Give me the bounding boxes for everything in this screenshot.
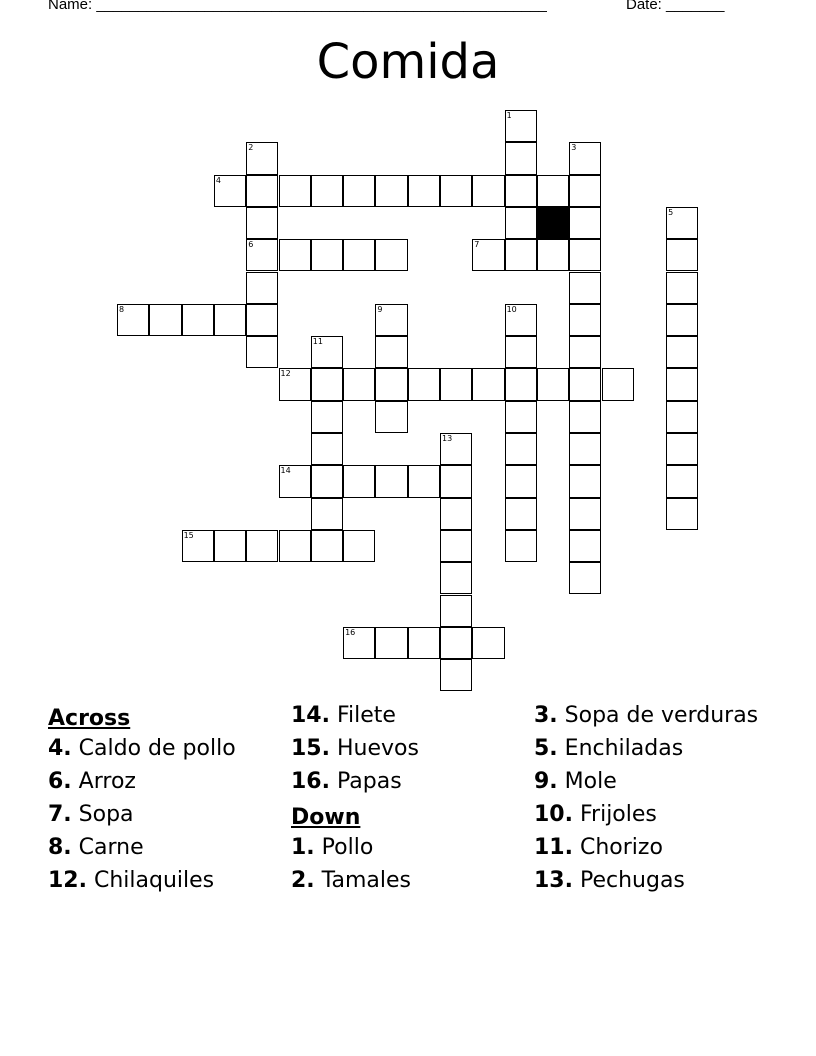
grid-cell[interactable]: [408, 368, 440, 400]
grid-cell[interactable]: [666, 368, 698, 400]
clue-number: 1: [506, 111, 512, 120]
grid-cell[interactable]: [569, 304, 601, 336]
clue-across-15: 15. Huevos: [291, 736, 419, 761]
clue-number: 3: [571, 143, 577, 153]
grid-cell[interactable]: [343, 239, 375, 271]
clue-number: 15: [183, 530, 194, 540]
grid-cell[interactable]: [569, 175, 601, 207]
clue-number: 13: [442, 434, 453, 443]
grid-cell[interactable]: [666, 336, 698, 368]
grid-cell[interactable]: [505, 304, 537, 336]
grid-cell[interactable]: [311, 433, 343, 465]
grid-cell[interactable]: [343, 627, 375, 659]
grid-cell[interactable]: [246, 207, 278, 239]
grid-cell[interactable]: [214, 530, 246, 562]
clue-number: 14: [280, 466, 291, 476]
grid-cell[interactable]: [182, 304, 214, 336]
grid-cell[interactable]: [505, 368, 537, 400]
grid-cell[interactable]: [602, 368, 634, 400]
clues-column-3: [534, 702, 764, 900]
grid-cell[interactable]: [440, 595, 472, 627]
clue-across-4: 4. Caldo de pollo: [48, 736, 236, 761]
grid-cell[interactable]: [472, 627, 504, 659]
clue-number: 9: [377, 304, 383, 314]
grid-cell[interactable]: [246, 336, 278, 368]
grid-cell[interactable]: [537, 175, 569, 207]
clue-number: 6: [248, 240, 254, 250]
grid-cell[interactable]: [472, 368, 504, 400]
grid-cell[interactable]: [375, 401, 407, 433]
grid-cell[interactable]: [375, 368, 407, 400]
clue-number: 4: [215, 175, 221, 185]
grid-cell[interactable]: [666, 433, 698, 465]
grid-cell[interactable]: [505, 498, 537, 530]
clue-across-8: 8. Carne: [48, 835, 144, 860]
grid-cell[interactable]: [246, 304, 278, 336]
grid-cell[interactable]: [279, 239, 311, 271]
grid-cell[interactable]: [472, 239, 504, 271]
clue-number: 5: [668, 207, 674, 217]
clue-down-11: 11. Chorizo: [534, 835, 663, 860]
down-heading: Down: [291, 805, 361, 830]
grid-cell[interactable]: [343, 368, 375, 400]
clues-column-2: [291, 702, 521, 900]
grid-cell[interactable]: [343, 465, 375, 497]
grid-cell[interactable]: [182, 530, 214, 562]
grid-cell[interactable]: [569, 272, 601, 304]
grid-cell[interactable]: [537, 368, 569, 400]
date-field: Date: _______: [626, 0, 725, 13]
grid-cell[interactable]: [440, 175, 472, 207]
clue-across-7: 7. Sopa: [48, 802, 134, 827]
grid-cell[interactable]: [246, 142, 278, 174]
grid-cell[interactable]: [279, 175, 311, 207]
clue-across-6: 6. Arroz: [48, 769, 136, 794]
grid-cell[interactable]: [311, 401, 343, 433]
clue-across-16: 16. Papas: [291, 769, 402, 794]
black-square: [537, 207, 569, 239]
clue-number: 11: [312, 337, 323, 347]
grid-cell[interactable]: [569, 498, 601, 530]
grid-cell[interactable]: [666, 401, 698, 433]
grid-cell[interactable]: [440, 433, 472, 465]
clue-down-13: 13. Pechugas: [534, 868, 685, 893]
grid-cell[interactable]: [279, 530, 311, 562]
clue-down-2: 2. Tamales: [291, 868, 411, 893]
grid-cell[interactable]: [472, 175, 504, 207]
grid-cell[interactable]: [440, 498, 472, 530]
grid-cell[interactable]: [505, 530, 537, 562]
grid-cell[interactable]: [311, 175, 343, 207]
grid-cell[interactable]: [537, 239, 569, 271]
grid-cell[interactable]: [279, 465, 311, 497]
grid-cell[interactable]: [440, 465, 472, 497]
grid-cell[interactable]: [569, 368, 601, 400]
grid-cell[interactable]: [569, 530, 601, 562]
grid-cell[interactable]: [505, 401, 537, 433]
grid-cell[interactable]: [279, 368, 311, 400]
grid-cell[interactable]: [343, 530, 375, 562]
grid-cell[interactable]: [569, 401, 601, 433]
grid-cell[interactable]: [311, 498, 343, 530]
clue-number: 7: [474, 240, 480, 250]
grid-cell[interactable]: [569, 465, 601, 497]
grid-cell[interactable]: [505, 207, 537, 239]
clue-number: 10: [506, 304, 517, 314]
grid-cell[interactable]: [311, 530, 343, 562]
grid-cell[interactable]: [246, 530, 278, 562]
grid-cell[interactable]: [440, 562, 472, 594]
grid-cell[interactable]: [408, 175, 440, 207]
grid-cell[interactable]: [246, 239, 278, 271]
grid-cell[interactable]: [666, 304, 698, 336]
grid-cell[interactable]: [311, 239, 343, 271]
clue-number: 2: [248, 143, 254, 153]
grid-cell[interactable]: [505, 142, 537, 174]
grid-cell[interactable]: [440, 530, 472, 562]
grid-cell[interactable]: [505, 239, 537, 271]
grid-cell[interactable]: [440, 659, 472, 691]
grid-cell[interactable]: [569, 433, 601, 465]
grid-cell[interactable]: [569, 239, 601, 271]
grid-cell[interactable]: [505, 433, 537, 465]
grid-cell[interactable]: [214, 304, 246, 336]
grid-cell[interactable]: [375, 304, 407, 336]
grid-cell[interactable]: [505, 175, 537, 207]
clue-across-12: 12. Chilaquiles: [48, 868, 215, 893]
grid-cell[interactable]: [375, 175, 407, 207]
grid-cell[interactable]: [440, 368, 472, 400]
clue-down-5: 5. Enchiladas: [534, 736, 684, 761]
grid-cell[interactable]: [666, 239, 698, 271]
name-field: Name: ______________________________________________________: [48, 0, 547, 13]
grid-cell[interactable]: [569, 336, 601, 368]
clue-number: 12: [280, 369, 291, 379]
grid-cell[interactable]: [505, 110, 537, 142]
grid-cell[interactable]: [666, 272, 698, 304]
clue-number: 16: [345, 627, 356, 637]
grid-cell[interactable]: [408, 465, 440, 497]
grid-cell[interactable]: [666, 465, 698, 497]
grid-cell[interactable]: [440, 627, 472, 659]
grid-cell[interactable]: [375, 627, 407, 659]
grid-cell[interactable]: [375, 465, 407, 497]
grid-cell[interactable]: [149, 304, 181, 336]
grid-cell[interactable]: [505, 465, 537, 497]
grid-cell[interactable]: [311, 368, 343, 400]
grid-cell[interactable]: [569, 207, 601, 239]
clue-down-9: 9. Mole: [534, 769, 617, 794]
grid-cell[interactable]: [246, 175, 278, 207]
page-title: Comida: [316, 34, 500, 90]
grid-cell[interactable]: [375, 336, 407, 368]
clue-down-1: 1. Pollo: [291, 835, 374, 860]
clue-down-3: 3. Sopa de verduras: [534, 703, 759, 728]
clue-across-14: 14. Filete: [291, 703, 396, 728]
grid-cell[interactable]: [117, 304, 149, 336]
grid-cell[interactable]: [246, 272, 278, 304]
across-heading: Across: [48, 706, 131, 731]
grid-cell[interactable]: [375, 239, 407, 271]
grid-cell[interactable]: [408, 627, 440, 659]
grid-cell[interactable]: [505, 336, 537, 368]
clue-down-10: 10. Frijoles: [534, 802, 657, 827]
clues-column-1: [48, 702, 278, 900]
grid-cell[interactable]: [311, 465, 343, 497]
grid-cell[interactable]: [666, 498, 698, 530]
clue-number: 8: [119, 304, 125, 314]
grid-cell[interactable]: [311, 336, 343, 368]
grid-cell[interactable]: [569, 562, 601, 594]
grid-cell[interactable]: [666, 207, 698, 239]
grid-cell[interactable]: [214, 175, 246, 207]
grid-cell[interactable]: [569, 142, 601, 174]
grid-cell[interactable]: [343, 175, 375, 207]
